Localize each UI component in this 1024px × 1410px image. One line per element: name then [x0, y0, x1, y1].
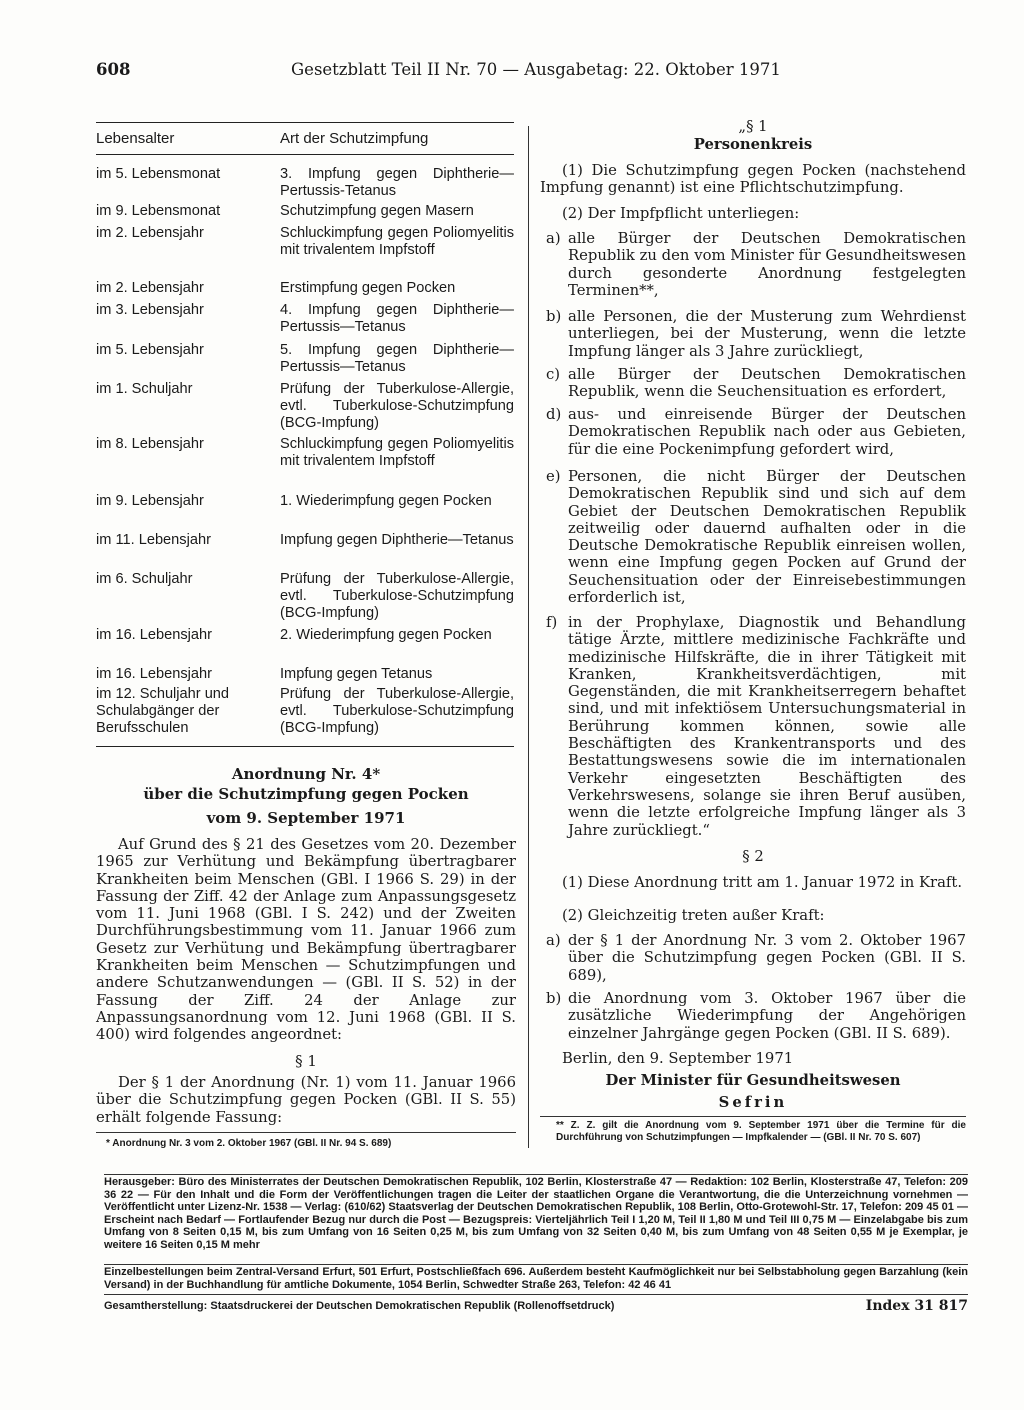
ordinance-title-line2: über die Schutzimpfung gegen Pocken	[143, 785, 469, 803]
amended-section-heading: „§ 1	[738, 118, 768, 135]
table-bottom-rule	[96, 746, 514, 747]
printer-credit: Gesamtherstellung: Staatsdruckerei der Deutschen Demokratischen Republik (Rollenoffsetdruck)	[104, 1300, 615, 1312]
vaccination-cell: Impfung gegen Tetanus	[280, 666, 433, 682]
column-header-type: Art der Schutzimpfung	[280, 130, 429, 147]
vaccination-cell: Prüfung der Tuberkulose-Allergie, evtl. Tuberkulose-Schutzimpfung (BCG-Impfung)	[280, 381, 514, 431]
item-label: b)	[546, 308, 562, 325]
age-cell: im 5. Lebensmonat	[96, 166, 221, 182]
age-cell: im 6. Schuljahr	[96, 571, 193, 587]
age-cell: im 3. Lebensjahr	[96, 302, 204, 318]
footnote-1: * Anordnung Nr. 3 vom 2. Oktober 1967 (GBl. II Nr. 94 S. 689)	[106, 1138, 392, 1149]
item-label: e)	[546, 468, 561, 485]
vaccination-cell: Erstimpfung gegen Pocken	[280, 280, 456, 296]
item-text: aus- und einreisende Bürger der Deutschen Demokratischen Republik nach oder aus Gebieten, für die eine Pockenimpfung gefordert wird,	[568, 406, 966, 458]
age-cell: im 9. Lebensmonat	[96, 203, 221, 219]
item-label: a)	[546, 932, 561, 949]
signatory-title: Der Minister für Gesundheitswesen	[605, 1072, 901, 1089]
vaccination-cell: Prüfung der Tuberkulose-Allergie, evtl. Tuberkulose-Schutzimpfung (BCG-Impfung)	[280, 686, 514, 736]
ordinance-date: vom 9. September 1971	[206, 809, 406, 827]
item-text: die Anordnung vom 3. Oktober 1967 über die zusätzliche Wiederimpfung der Angehörigen einzelner Jahrgänge gegen Pocken (GBl. II S. 689).	[568, 990, 966, 1042]
vaccination-cell: Schluckimpfung gegen Poliomyelitis mit trivalentem Impfstoff	[280, 225, 514, 258]
column-header-age: Lebensalter	[96, 130, 175, 147]
index-number: Index 31 817	[865, 1298, 968, 1314]
imprint-bottom-rule	[104, 1294, 968, 1295]
preamble: Auf Grund des § 21 des Gesetzes vom 20. Dezember 1965 zur Verhütung und Bekämpfung übertragbarer Krankheiten beim Menschen (GBl. I 1966 S. 29) in der Fassung der Ziff. 42 der Anlage zum Anpassungsgesetz vom 11. Juni 1968 (GBl. I S. 242) und der Zweiten Durchführungsbestimmung vom 11. Januar 1966 zum Gesetz zur Verhütung und Bekämpfung übertragbarer Krankheiten beim Menschen — Schutzimpfungen und andere Schutzanwendungen — (GBl. II S. 52) in der Fassung der Ziff. 24 der Anlage zur Anpassungsanordnung vom 12. Juni 1968 (GBl. II S. 400) wird folgendes angeordnet:	[96, 836, 516, 1044]
amended-paragraph-2: (2) Der Impfpflicht unterliegen:	[562, 205, 800, 222]
item-label: b)	[546, 990, 562, 1007]
place-and-date: Berlin, den 9. September 1971	[562, 1050, 794, 1067]
vaccination-cell: Schutzimpfung gegen Masern	[280, 203, 474, 219]
vaccination-cell: Prüfung der Tuberkulose-Allergie, evtl. Tuberkulose-Schutzimpfung (BCG-Impfung)	[280, 571, 514, 621]
age-cell: im 16. Lebensjahr	[96, 666, 213, 682]
item-text: Personen, die nicht Bürger der Deutschen Demokratischen Republik sind und sich auf dem Gebiet der Deutschen Demokratischen Republik zeitweilig oder dauernd aufhalten oder in die Deutsche Demokratische Republik einreisen wollen, wenn eine Impfung gegen Pocken auf Grund der Seuchensituation oder der Einreisebestimmungen erforderlich ist,	[568, 468, 966, 607]
vaccination-cell: 2. Wiederimpfung gegen Pocken	[280, 627, 492, 643]
printer-line	[104, 1300, 968, 1312]
imprint-middle-rule	[104, 1264, 968, 1265]
vaccination-cell: 3. Impfung gegen Diphtherie—Pertussis-Tetanus	[280, 166, 514, 199]
age-cell: im 2. Lebensjahr	[96, 225, 204, 241]
footnote-rule	[540, 1116, 966, 1117]
item-label: a)	[546, 230, 561, 247]
item-text: alle Personen, die der Musterung zum Wehrdienst unterliegen, bei der Musterung, wenn die letzte Impfung länger als 3 Jahre zurückliegt,	[568, 308, 966, 360]
item-text: der § 1 der Anordnung Nr. 3 vom 2. Oktober 1967 über die Schutzimpfung gegen Pocken (GBl. II S. 689),	[568, 932, 966, 984]
age-cell: im 11. Lebensjahr	[96, 532, 211, 548]
imprint-top-rule	[104, 1174, 968, 1175]
imprint-publisher: Herausgeber: Büro des Ministerrates der Deutschen Demokratischen Republik, 102 Berlin, Klosterstraße 47 — Redaktion: 102 Berlin, Klosterstraße 47, Telefon: 209 36 22 — Für den Inhalt und die Form der Veröffentlichungen tragen die Leiter der staatlichen Organe die Verantwortung, die die Unterzeichnung vornehmen — Veröffentlicht unter Lizenz-Nr. 1538 — Verlag: (610/62) Staatsverlag der Deutschen Demokratischen Republik, 108 Berlin, Otto-Grotewohl-Str. 17, Telefon: 209 45 01 — Erscheint nach Bedarf — Fortlaufender Bezug nur durch die Post — Bezugspreis: Vierteljährlich Teil I 1,20 M, Teil II 1,80 M und Teil III 0,75 M — Einzelabgabe bis zum Umfang von 8 Seiten 0,15 M, bis zum Umfang von 16 Seiten 0,25 M, bis zum Umfang von 32 Seiten 0,40 M, bis zum Umfang von 48 Seiten 0,55 M je Exemplar, je weitere 16 Seiten 0,15 M mehr	[104, 1176, 968, 1251]
item-text: in der Prophylaxe, Diagnostik und Behandlung tätige Ärzte, mittlere medizinische Fachkräfte und medizinische Hilfskräfte, die in ihrer Tätigkeit mit Kranken, Krankheitsverdächtigen, mit Gegenständen, die mit Krankheitserregern behaftet sind, und mit infektiösem Untersuchungsmaterial in Berührung kommen können, sowie alle Beschäftigten des Krankentransports und des Bestattungswesens sowie die im internationalen Verkehr eingesetzten Beschäftigten des Verkehrswesens, solange sie ihren Beruf ausüben, wenn die letzte erfolgreiche Impfung länger als 3 Jahre zurückliegt.“	[568, 614, 966, 839]
section-1-heading: § 1	[295, 1052, 317, 1070]
item-text: alle Bürger der Deutschen Demokratischen Republik, wenn die Seuchensituation es erfordert,	[568, 366, 966, 401]
amended-paragraph-1: (1) Die Schutzimpfung gegen Pocken (nachstehend Impfung genannt) ist eine Pflichtschutzimpfung.	[540, 162, 966, 197]
vaccination-cell: 4. Impfung gegen Diphtherie—Pertussis—Tetanus	[280, 302, 514, 335]
age-cell: im 16. Lebensjahr	[96, 627, 213, 643]
age-cell: im 1. Schuljahr	[96, 381, 193, 397]
age-cell: im 2. Lebensjahr	[96, 280, 204, 296]
item-label: d)	[546, 406, 562, 423]
vaccination-cell: 1. Wiederimpfung gegen Pocken	[280, 493, 492, 509]
item-label: f)	[546, 614, 558, 631]
page-number: 608	[96, 60, 131, 79]
signatory-name: Sefrin	[718, 1094, 788, 1111]
section-2-paragraph-1: (1) Diese Anordnung tritt am 1. Januar 1972 in Kraft.	[562, 874, 963, 891]
vaccination-cell: Impfung gegen Diphtherie—Tetanus	[280, 532, 514, 548]
age-cell: im 8. Lebensjahr	[96, 436, 204, 452]
age-cell: im 12. Schuljahr und Schulabgänger der Berufsschulen	[96, 686, 230, 736]
imprint-orders: Einzelbestellungen beim Zentral-Versand Erfurt, 501 Erfurt, Postschließfach 696. Außerdem besteht Kaufmöglichkeit nur bei Selbstabholung gegen Barzahlung (kein Versand) in der Buchhandlung für amtliche Dokumente, 1054 Berlin, Schwedter Straße 263, Telefon: 42 46 41	[104, 1266, 968, 1291]
footnote-2: ** Z. Z. gilt die Anordnung vom 9. September 1971 über die Termine für die Durchführung von Schutzimpfungen — Impfkalender — (GBl. II Nr. 70 S. 607)	[556, 1120, 966, 1143]
footnote-rule	[96, 1132, 516, 1133]
section-2-paragraph-2: (2) Gleichzeitig treten außer Kraft:	[562, 907, 825, 924]
age-cell: im 5. Lebensjahr	[96, 342, 204, 358]
amended-section-subheading: Personenkreis	[693, 136, 813, 153]
table-header-rule	[96, 154, 514, 155]
item-text: alle Bürger der Deutschen Demokratischen Republik zu den vom Minister für Gesundheitswesen durch gesonderte Anordnung festgelegten Terminen**,	[568, 230, 966, 299]
vaccination-cell: Schluckimpfung gegen Poliomyelitis mit trivalentem Impfstoff	[280, 436, 514, 469]
table-top-rule	[96, 122, 514, 123]
age-cell: im 9. Lebensjahr	[96, 493, 204, 509]
section-1-text: Der § 1 der Anordnung (Nr. 1) vom 11. Januar 1966 über die Schutzimpfung gegen Pocken (GBl. II S. 55) erhält folgende Fassung:	[96, 1074, 516, 1126]
section-2-heading: § 2	[742, 848, 764, 865]
running-title: Gesetzblatt Teil II Nr. 70 — Ausgabetag: 22. Oktober 1971	[291, 60, 781, 79]
column-divider	[528, 126, 529, 1148]
ordinance-title-line1: Anordnung Nr. 4*	[231, 765, 381, 783]
item-label: c)	[546, 366, 561, 383]
vaccination-cell: 5. Impfung gegen Diphtherie—Pertussis—Tetanus	[280, 342, 514, 375]
